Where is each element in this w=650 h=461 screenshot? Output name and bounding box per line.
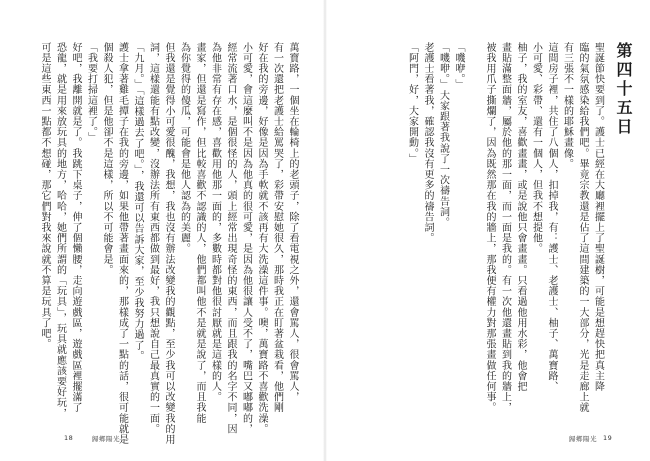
blank-column bbox=[466, 42, 482, 412]
text-column: 護士拿著雞毛撢子在我的旁邊，如果他帶著畫面來的，那樣成了一點的話，很可能就是 bbox=[116, 42, 128, 445]
text-column: 臨的氣氛感染給我們吧。畢竟宗教還是佔了這間建築的一大部分，光是走廊上就 bbox=[577, 42, 588, 413]
text-column: 小可愛、彩帶、還有一個人，但我不想提他。 bbox=[530, 42, 542, 254]
text-column: 「嘰咿。」 bbox=[453, 42, 464, 90]
text-column: 經常流著口水，是個很怪的人，頭上經常出現奇怪的東西，而且跟我的名字不同，因 bbox=[225, 42, 236, 435]
text-column: 萬寶路，一個坐在輪椅上的老頭子，除了看電視之外，還會罵人，很會罵人， bbox=[287, 42, 298, 403]
chapter-title: 第四十五日 bbox=[614, 42, 633, 137]
text-column: 個殺人犯，但是他卻不是這樣，所以不可能會是。 bbox=[101, 42, 112, 276]
text-column: 可是這些東西一點都不想碰，那它們對我來說就不算是玩具了吧。 bbox=[39, 42, 50, 350]
text-column: 好吧，我離開就是了。我跳下桌子，伸了個懶腰，走向遊戲區，遊戲區裡擺滿了 bbox=[70, 42, 81, 413]
text-column: 柚子，我的室友，喜歡畫畫，或是說他只會畫畫。只看過他用水彩，他會把 bbox=[515, 42, 526, 392]
text-column: 為他非常有存在感，喜歡用他那一面的，多數時都對他很討厭就是這樣的人。 bbox=[209, 42, 221, 403]
page-number: 19 bbox=[603, 434, 613, 442]
text-column: 為你覺得的傻瓜，可能會是他人認為的美麗。 bbox=[178, 42, 190, 254]
text-column: 「我要打掃這裡了。」 bbox=[85, 42, 97, 143]
text-column: 小可愛，會這麼叫不是因為他真的很可愛，是因為他很讓人受不了，嘴巴又嘟嘟的， bbox=[240, 42, 252, 435]
right-page bbox=[325, 0, 650, 461]
text-column: 聖誕節快要到了。護士已經在大廳裡擺上了聖誕樹，可能是想趕快把真主降 bbox=[592, 42, 604, 392]
text-column: 這間房子裡，共住了八個人，扣掉我，有：護士、老護士、柚子、萬寶路、 bbox=[546, 42, 557, 392]
text-column: 「阿門，好，大家開動。」 bbox=[406, 42, 418, 165]
text-column: 恐龍，就是用來放玩具的地方，哈哈，她們所謂的「玩具」，玩具就應該要好玩， bbox=[54, 42, 66, 419]
text-column: 畫家，但還是寫作，但比較喜歡不認識的人，他們都叫他不是就是說了，而且我能 bbox=[194, 42, 205, 424]
text-column: 畫貼滿整面牆，屬於他的那一面，而一面是我的。有一次他還畫貼到我的牆上， bbox=[499, 42, 511, 413]
text-column: 但我還是覺得小可愛很醜，我想，我也沒有辦法改變我的觀點，至少我可以改變我的用 bbox=[163, 42, 174, 445]
right-page-text bbox=[361, 42, 631, 412]
text-column: 老護士看著我，確認我沒有更多的禱告詞。 bbox=[422, 42, 433, 244]
text-column: 「九月。」「這樣過去了吧。」，我還可以告訴大家，至少我努力過了。 bbox=[132, 42, 143, 362]
text-column: 有一次還把老護士給罵哭了，彩帶安慰她很久，那時我正在盯著盆栽看，他們剛 bbox=[271, 42, 283, 413]
text-column: 「嘰咿。」大家跟著我說了一次禱告詞。 bbox=[437, 42, 449, 228]
page-number: 18 bbox=[64, 434, 74, 442]
running-head: 歸鄉陽光 bbox=[569, 435, 597, 443]
text-column: 有三張不一樣的耶穌畫像。 bbox=[561, 42, 573, 170]
text-column: 被我用爪子撕爛了，因為既然那在我的牆上，那我便有權力對那張畫做任何事。 bbox=[484, 42, 495, 413]
text-column: 好在我的旁邊，好像是因為手軟就不該再有大洗澡這件事。噢，萬寶路不喜歡洗澡。 bbox=[256, 42, 267, 435]
running-head: 歸鄉陽光 bbox=[92, 435, 120, 443]
text-column: 詞，這樣還能有點改變，沒辦法所有東西都做到最好，我只想說自己最真實的一面。 bbox=[147, 42, 159, 435]
